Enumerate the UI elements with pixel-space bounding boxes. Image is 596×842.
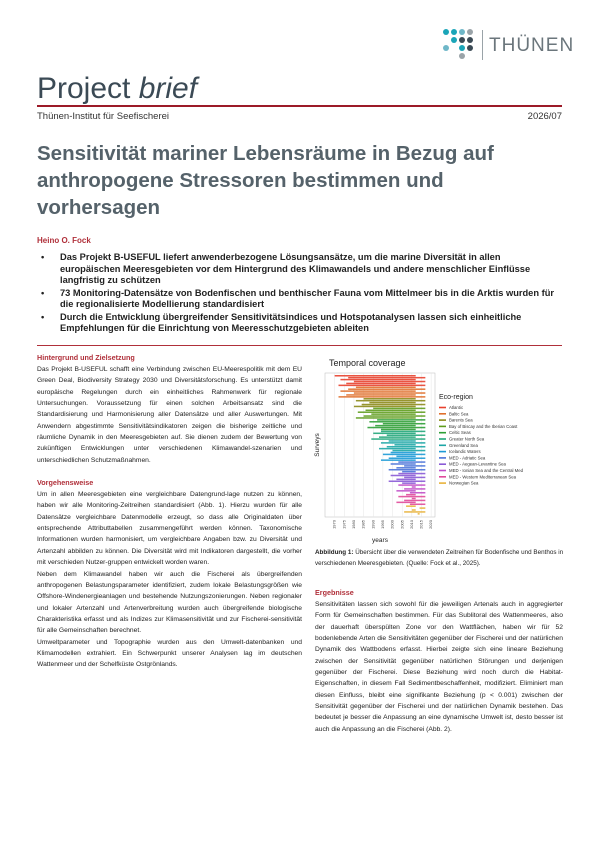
- survey-bar: [366, 410, 416, 412]
- survey-bar: [339, 385, 426, 387]
- legend-label: Greater North Sea: [449, 436, 485, 442]
- survey-bar: [364, 398, 416, 400]
- survey-bar: [387, 446, 426, 448]
- institute-name: Thünen-Institut für Seefischerei: [37, 111, 170, 122]
- survey-bar: [381, 442, 425, 444]
- thuenen-logo: [442, 26, 575, 66]
- survey-bar: [398, 484, 425, 486]
- logo-text: THÜNEN: [489, 35, 575, 56]
- approach-text-3: Umweltparameter und Topographie wurden aus den Umwelt-datenbanken und Klimamodellen extrahiert. Ein Schwerpunkt unserer Analysen lag im deutschen Wattenmeer und der Schelfküste Ostgrönlands.: [37, 638, 302, 669]
- legend-label: Barents Sea: [449, 417, 473, 423]
- survey-bar: [335, 375, 416, 377]
- figure-caption: [315, 548, 565, 569]
- legend-label: Greenland Sea: [449, 442, 478, 448]
- header-rule: [37, 105, 562, 107]
- background-text: Das Projekt B-USEFUL schafft eine Verbindung zwischen EU-Meerespolitik mit dem EU Green Deal, Biodiversity Strategy 2030 und Diversitätsforschung. Es unterstützt damit europäische Regelungen durch ein einheitliches Rahmenwerk für regionale Untersuchungen. Voraussetzung für einen solchen Arbeitsansatz sind die Standardisierung und Harmonisierung aller Datensätze und aller Auswertungen. Mit Anwendern abgestimmte Sensitivitätsindikatoren zeigen die bisherige zeitliche und räumliche Dynamik in den Meeresgebieten auf. Sie dienen zudem der Bewertung von zukünftigen Entwicklungen unter verschiedenen Klimawandel-szenarien und unterschiedlichen Schutzmaßnahmen.: [37, 366, 302, 464]
- survey-bar: [362, 404, 426, 406]
- survey-bar: [406, 505, 416, 507]
- survey-bar: [404, 477, 425, 479]
- survey-bar: [371, 438, 425, 440]
- x-tick-label: 1980: [351, 520, 357, 529]
- legend-label: MED - Ionian Sea and the Central Med: [449, 468, 524, 473]
- key-points: [37, 252, 562, 336]
- survey-bar: [346, 394, 415, 396]
- survey-bar: [410, 492, 425, 494]
- x-tick-label: 2000: [389, 520, 395, 529]
- survey-bar: [381, 429, 416, 431]
- section-heading-results: Ergebnisse: [315, 588, 354, 597]
- legend-label: MED - Aegean-Levantine Sea: [449, 461, 506, 467]
- legend-label: MED - Adriatic Sea: [449, 455, 486, 461]
- survey-bar: [369, 402, 415, 404]
- survey-bar: [394, 444, 415, 446]
- author: Heino O. Fock: [37, 236, 91, 245]
- survey-bar: [404, 488, 425, 490]
- survey-bar: [404, 511, 425, 513]
- legend-label: MED - Western Mediterranean Sea: [449, 474, 517, 480]
- survey-bar: [379, 448, 416, 450]
- survey-bar: [389, 469, 426, 471]
- approach-text-1: Um in allen Meeresgebieten eine vergleichbare Datengrund-lage nutzen zu können, haben wir alle Monitoring-Zeitreihen standardisiert (Abb. 1). Hierzu wurden für alle Datensätze vergleichbare Datenmodelle erzeugt, so dass alle Originaldaten über entsprechende Attributtabellen zusammengeführt werden können. Taxonomische Informationen wurden harmonisiert, um vergleichbare Angaben bzw. zu Diversität und Artenzahl abbilden zu können. Die Diversität wird mit Indikatoren dargestellt, die vorher mit verschieden Nutzer-gruppen entwickelt worden waren.: [37, 491, 302, 567]
- y-axis-label: Surveys: [314, 433, 321, 457]
- survey-bar: [396, 502, 415, 504]
- issue-number: 2026/07: [527, 111, 562, 122]
- x-tick-label: 2015: [418, 520, 424, 529]
- legend-label: Celtic Seas: [449, 430, 471, 436]
- survey-bar: [354, 381, 425, 383]
- caption-label: Abbildung 1:: [315, 549, 354, 556]
- survey-bar: [375, 425, 416, 427]
- survey-bar: [356, 417, 416, 419]
- x-tick-label: 2005: [399, 520, 405, 529]
- bullet-icon: •: [41, 287, 45, 298]
- x-axis-label: years: [372, 537, 388, 544]
- survey-bar: [339, 396, 426, 398]
- survey-bar: [340, 390, 415, 392]
- survey-bar: [402, 482, 416, 484]
- right-column: [315, 587, 563, 735]
- survey-bar: [354, 392, 425, 394]
- survey-bar: [402, 471, 416, 473]
- survey-bar: [383, 423, 425, 425]
- survey-bar: [364, 415, 426, 417]
- survey-bar: [383, 454, 425, 456]
- survey-bar: [381, 459, 416, 461]
- survey-bar: [348, 388, 425, 390]
- series-title: [37, 72, 197, 106]
- legend-label: Icelandic Waters: [449, 449, 481, 455]
- survey-bar: [377, 419, 425, 421]
- survey-bar: [358, 411, 426, 413]
- series-title-plain: Project: [37, 72, 131, 105]
- survey-bar: [396, 467, 415, 469]
- survey-bar: [404, 500, 425, 502]
- survey-bar: [418, 513, 420, 515]
- approach-text-2: Neben dem Klimawandel haben wir auch die Fischerei als übergreifenden anthropogenen Belastungsparameter identifiziert, zudem lokale Belastungsgrößen wie Offshore-Windenergieanlagen und bestehende Nutzungszonierungen. Neben regionaler und lokaler Artenzahl und Artenverbreitung wurden auch übergreifende biologische Charakteristika erfasst und als Indizes zur Klimasensitivität und zur Fischerei-sensitivität für alle Gemeinschaften berechnet.: [37, 570, 302, 635]
- survey-bar: [354, 406, 416, 408]
- survey-bar: [396, 456, 415, 458]
- survey-bar: [393, 450, 426, 452]
- survey-bar: [396, 490, 415, 492]
- survey-bar: [340, 379, 415, 381]
- x-tick-label: 1990: [370, 520, 376, 529]
- survey-bar: [396, 479, 415, 481]
- legend-label: Baltic Sea: [449, 411, 469, 417]
- survey-bar: [398, 496, 425, 498]
- bullet-icon: •: [41, 252, 45, 262]
- x-tick-label: 1985: [360, 520, 366, 529]
- survey-bar: [381, 431, 425, 433]
- x-tick-label: 1970: [331, 520, 337, 529]
- legend-label: Bay of Biscay and the Iberian Coast: [449, 423, 518, 429]
- logo-divider: [482, 30, 483, 60]
- x-tick-label: 2010: [408, 520, 414, 529]
- survey-bar: [406, 494, 416, 496]
- survey-bar: [391, 463, 416, 465]
- figure-temporal-coverage: [315, 355, 563, 545]
- key-point: • 73 Monitoring-Datensätze von Bodenfischen und benthischer Fauna vom Mittelmeer bis in die Arktis wurden für die regionalisierte Modellierung standardisiert: [41, 287, 555, 309]
- survey-bar: [391, 475, 416, 477]
- key-point: • Das Projekt B-USEFUL liefert anwenderbezogene Lösungsansätze, um die marine Diversität in allen europäischen Meeresgebieten vor dem Hintergrund des Klimawandels und andere menschlicher Einflüsse langfristig zu schützen: [41, 252, 531, 285]
- left-column: [37, 352, 302, 671]
- survey-bar: [420, 507, 426, 509]
- survey-bar: [356, 387, 416, 389]
- section-heading-approach: Vorgehensweise: [37, 478, 94, 488]
- survey-bar: [398, 461, 425, 463]
- survey-bar: [356, 400, 425, 402]
- survey-bar: [389, 480, 426, 482]
- survey-bar: [369, 421, 415, 423]
- x-tick-label: 2020: [428, 520, 434, 529]
- logo-dots-icon: [442, 28, 476, 62]
- caption-text: Übersicht über die verwendeten Zeitreihen für Bodenfische und Benthos in verschiedenen Meeresgebieten. (Quelle: Fock et al., 2025).: [315, 549, 564, 567]
- survey-bar: [367, 427, 425, 429]
- series-title-italic: brief: [138, 72, 198, 105]
- survey-bar: [373, 408, 425, 410]
- bullets-rule: [37, 345, 562, 346]
- legend-title: Eco-region: [439, 394, 473, 401]
- results-text: Sensitivitäten lassen sich sowohl für die jeweiligen Artenals auch in aggregierter Form für Gemeinschaften bestimmen. Für das Sublitoral des Wattenmeeres, also der dauerhaft überspülten Zone vor den Wattflächen, haben wir für 52 bodenlebende Arten die Sensitivitäten gegenüber der Fischerei und der natürlichen Dynamik des Wattbodens erfasst. Hierbei zeigte sich eine lineare Beziehung zwischen der Sensitivität gegenüber natürlichen Störungen und derjenigen gegenüber der Fischerei. Diese Beziehung wird noch durch die Habitat-Eigenschaften, in diesem Fall Sedimentbeschaffenheit, modifiziert. Eliminiert man diesen Einfluss, bleibt eine signifikante Beziehung (p < 0.001) zwischen der Sensitivität gegenüber der Fischerei und der natürlichen Dynamik bestehen. Das bedeutet je besser die Anpassung an eine dynamische Umwelt ist, desto besser ist auch die Anpassung an die Fischerei (Abb. 2).: [315, 601, 563, 733]
- legend-label: Norwegian Sea: [449, 480, 479, 486]
- survey-bar: [346, 383, 415, 385]
- survey-bar: [412, 498, 416, 500]
- bullet-icon: •: [41, 311, 45, 322]
- survey-bar: [387, 434, 426, 436]
- section-heading-background: Hintergrund und Zielsetzung: [37, 353, 135, 362]
- survey-bar: [404, 465, 425, 467]
- survey-bar: [398, 473, 425, 475]
- survey-bar: [373, 433, 415, 435]
- survey-bar: [348, 377, 425, 379]
- survey-bar: [412, 509, 416, 511]
- x-tick-label: 1975: [341, 520, 347, 529]
- survey-bar: [389, 457, 426, 459]
- survey-bar: [412, 486, 416, 488]
- page-title: Sensitivität mariner Lebensräume in Bezug auf anthropogene Stressoren bestimmen und vorhersagen: [37, 142, 494, 219]
- chart-title: Temporal coverage: [329, 358, 406, 368]
- x-tick-label: 1995: [379, 520, 385, 529]
- key-point: • Durch die Entwicklung übergreifender Sensitivitätsindices und Hotspotanalysen lassen sich einheitliche Empfehlungen für die Einrichtung von Meeresschutzgebieten ableiten: [41, 311, 522, 333]
- legend-label: Atlantic: [449, 405, 464, 410]
- survey-bar: [379, 436, 416, 438]
- survey-bar: [371, 413, 415, 415]
- survey-bar: [410, 503, 425, 505]
- temporal-coverage-chart: [315, 355, 563, 545]
- survey-bar: [391, 452, 416, 454]
- survey-bar: [389, 440, 416, 442]
